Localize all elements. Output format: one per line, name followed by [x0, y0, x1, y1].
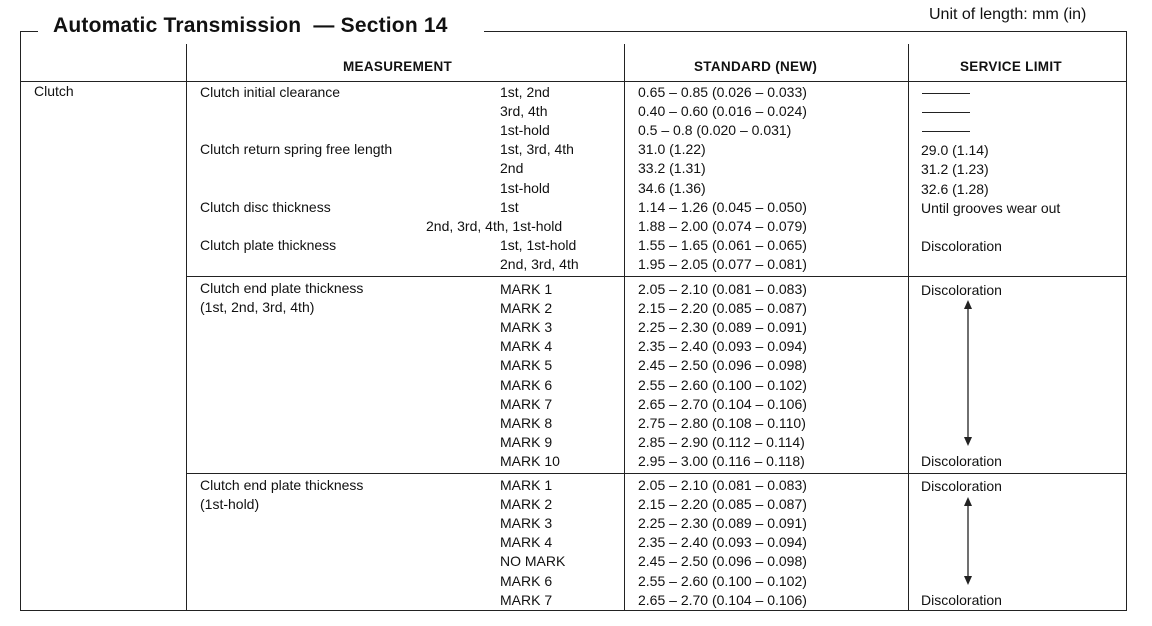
- mark-cell: MARK 3: [500, 515, 553, 532]
- header-standard: STANDARD (NEW): [694, 59, 818, 74]
- limit-cell: 32.6 (1.28): [921, 180, 989, 197]
- standard-cell: 1.88 – 2.00 (0.074 – 0.079): [638, 217, 807, 234]
- standard-cell: 2.05 – 2.10 (0.081 – 0.083): [638, 281, 807, 297]
- standard-cell: 2.85 – 2.90 (0.112 – 0.114): [638, 433, 805, 450]
- mark-cell: MARK 9: [500, 433, 553, 450]
- end-plate-hold-name: Clutch end plate thickness: [200, 477, 364, 493]
- category-label: Clutch: [34, 83, 74, 99]
- standard-cell: 2.35 – 2.40 (0.093 – 0.094): [638, 534, 807, 551]
- limit-cell: 29.0 (1.14): [921, 142, 989, 159]
- standard-cell: 0.5 – 0.8 (0.020 – 0.031): [638, 122, 792, 139]
- standard-cell: 2.95 – 3.00 (0.116 – 0.118): [638, 452, 805, 469]
- standard-cell: 2.35 – 2.40 (0.093 – 0.094): [638, 338, 807, 355]
- mark-cell: MARK 2: [500, 300, 553, 317]
- condition-cell: 1st, 3rd, 4th: [500, 141, 574, 158]
- mark-cell: MARK 6: [500, 572, 553, 589]
- mark-cell: MARK 10: [500, 452, 560, 469]
- condition-cell: 2nd: [500, 160, 524, 177]
- standard-cell: 2.65 – 2.70 (0.104 – 0.106): [638, 591, 807, 608]
- mark-cell: MARK 1: [500, 477, 553, 493]
- mark-cell: MARK 3: [500, 319, 553, 336]
- end-plate-hold-subname: (1st-hold): [200, 496, 260, 512]
- table-border-right: [1126, 31, 1127, 611]
- unit-note: Unit of length: mm (in): [929, 6, 1087, 23]
- condition-cell: 1st-hold: [500, 179, 550, 196]
- document-title: Automatic Transmission — Section 14: [53, 14, 448, 37]
- end-plate-hold-limit-bottom: Discoloration: [921, 592, 1002, 608]
- item-name: Clutch return spring free length: [200, 141, 393, 158]
- end-plate-limit-bottom: Discoloration: [921, 453, 1002, 469]
- mark-cell: MARK 4: [500, 338, 553, 355]
- column-divider-1: [186, 44, 187, 611]
- standard-cell: 0.65 – 0.85 (0.026 – 0.033): [638, 84, 807, 100]
- column-divider-2: [624, 44, 625, 611]
- table-border-left: [20, 31, 21, 611]
- limit-not-applicable: [922, 83, 970, 102]
- limit-cell: Until grooves wear out: [921, 199, 1061, 216]
- end-plate-hold-range-arrow: [960, 495, 976, 587]
- standard-cell: 2.05 – 2.10 (0.081 – 0.083): [638, 477, 807, 493]
- limit-cell: Discoloration: [921, 237, 1002, 254]
- mark-cell: MARK 5: [500, 357, 553, 374]
- condition-cell: 1st, 2nd: [500, 84, 550, 100]
- column-divider-3: [908, 44, 909, 611]
- standard-cell: 2.45 – 2.50 (0.096 – 0.098): [638, 357, 807, 374]
- header-divider: [20, 81, 1127, 82]
- condition-cell: 1st-hold: [500, 122, 550, 139]
- item-name: Clutch disc thickness: [200, 198, 331, 215]
- standard-cell: 2.55 – 2.60 (0.100 – 0.102): [638, 376, 807, 393]
- limit-not-applicable: [922, 121, 970, 140]
- mark-cell: MARK 8: [500, 414, 553, 431]
- standard-cell: 34.6 (1.36): [638, 179, 706, 196]
- standard-cell: 2.15 – 2.20 (0.085 – 0.087): [638, 496, 807, 513]
- title-rule-right: [484, 31, 1126, 32]
- standard-cell: 2.65 – 2.70 (0.104 – 0.106): [638, 395, 807, 412]
- header-service-limit: SERVICE LIMIT: [960, 59, 1062, 74]
- mark-cell: NO MARK: [500, 553, 566, 570]
- block-divider-2: [187, 473, 1127, 474]
- end-plate-hold-limit-top: Discoloration: [921, 478, 1002, 494]
- condition-cell: 2nd, 3rd, 4th: [500, 255, 579, 272]
- end-plate-name: Clutch end plate thickness: [200, 280, 364, 296]
- condition-cell: 2nd, 3rd, 4th, 1st-hold: [426, 217, 563, 234]
- standard-cell: 2.75 – 2.80 (0.108 – 0.110): [638, 414, 806, 431]
- standard-cell: 1.55 – 1.65 (0.061 – 0.065): [638, 236, 807, 253]
- limit-not-applicable: [922, 102, 970, 121]
- end-plate-limit-top: Discoloration: [921, 282, 1002, 298]
- header-measurement: MEASUREMENT: [343, 59, 453, 74]
- standard-cell: 0.40 – 0.60 (0.016 – 0.024): [638, 103, 807, 120]
- mark-cell: MARK 6: [500, 376, 553, 393]
- condition-cell: 1st: [500, 198, 519, 215]
- standard-cell: 2.15 – 2.20 (0.085 – 0.087): [638, 300, 807, 317]
- standard-cell: 31.0 (1.22): [638, 141, 706, 158]
- end-plate-range-arrow: [960, 298, 976, 448]
- item-name: Clutch initial clearance: [200, 84, 341, 100]
- mark-cell: MARK 1: [500, 281, 553, 297]
- item-name: Clutch plate thickness: [200, 236, 337, 253]
- mark-cell: MARK 7: [500, 591, 553, 608]
- condition-cell: 1st, 1st-hold: [500, 236, 577, 253]
- mark-cell: MARK 4: [500, 534, 553, 551]
- standard-cell: 1.14 – 1.26 (0.045 – 0.050): [638, 198, 807, 215]
- mark-cell: MARK 7: [500, 395, 553, 412]
- standard-cell: 2.55 – 2.60 (0.100 – 0.102): [638, 572, 807, 589]
- standard-cell: 1.95 – 2.05 (0.077 – 0.081): [638, 255, 807, 272]
- standard-cell: 2.25 – 2.30 (0.089 – 0.091): [638, 319, 807, 336]
- standard-cell: 33.2 (1.31): [638, 160, 706, 177]
- mark-cell: MARK 2: [500, 496, 553, 513]
- standard-cell: 2.45 – 2.50 (0.096 – 0.098): [638, 553, 807, 570]
- block-divider-1: [187, 276, 1127, 277]
- end-plate-subname: (1st, 2nd, 3rd, 4th): [200, 299, 315, 315]
- limit-cell: 31.2 (1.23): [921, 161, 989, 178]
- condition-cell: 3rd, 4th: [500, 103, 548, 120]
- title-rule-left: [20, 31, 38, 32]
- standard-cell: 2.25 – 2.30 (0.089 – 0.091): [638, 515, 807, 532]
